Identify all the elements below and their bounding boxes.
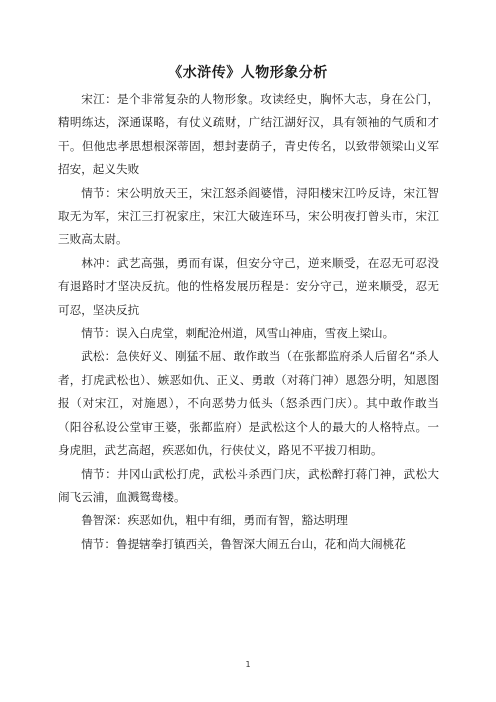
document-title: 《水浒传》人物形象分析 — [168, 65, 328, 81]
paragraph-luzhishen: 鲁智深：疾恶如仇，粗中有细，勇而有智，豁达明理 — [81, 513, 348, 528]
paragraph-wusong: 武松：急侠好义、刚猛不屈、敢作敢当（在张都监府杀人后留名“杀人者，打虎武松也）、嫉恶如仇、正义、勇敢（对蒋门神）恩怨分明，知恩图报（对宋江，对施恩），不向恶势力低头（怒杀西门庆）。其中敢作敢当（阳谷私设公堂审王婆，张都监府）是武松这个人的最大的人格特点。一身虎胆，武艺高超，疾恶如仇，行侠仗义，路见不平拔刀相助。 — [58, 349, 439, 458]
document-body — [58, 88, 439, 556]
paragraph-wusong-plot: 情节：井冈山武松打虎，武松斗杀西门庆，武松醉打蒋门神，武松大闹飞云浦，血溅鸳鸯楼。 — [58, 466, 439, 504]
paragraph-luzhishen-plot: 情节：鲁提辖拳打镇西关，鲁智深大闹五台山，花和尚大闹桃花 — [81, 536, 406, 551]
paragraph-songjiang: 宋江：是个非常复杂的人物形象。攻读经史，胸怀大志，身在公门，精明练达，深通谋略，有仗义疏财，广结江湖好汉，具有领袖的气质和才干。但他忠孝思想根深蒂固，想封妻荫子，青史传名，以致带领梁山义军招安，起义失败 — [58, 92, 439, 177]
paragraph-linchong-plot: 情节：误入白虎堂，刺配沧州道，风雪山神庙，雪夜上梁山。 — [81, 326, 395, 341]
paragraph-linchong: 林冲：武艺高强，勇而有谋，但安分守己，逆来顺受，在忍无可忍没有退路时才坚决反抗。他的性格发展历程是：安分守己，逆来顺受，忍无可忍，坚决反抗 — [58, 255, 439, 317]
page-number: 1 — [245, 660, 251, 669]
paragraph-songjiang-plot: 情节：宋公明放天王，宋江怒杀阎婆惜，浔阳楼宋江吟反诗，宋江智取无为军，宋江三打祝家庄，宋江大破连环马，宋公明夜打曾头市，宋江三败高太尉。 — [58, 185, 439, 247]
